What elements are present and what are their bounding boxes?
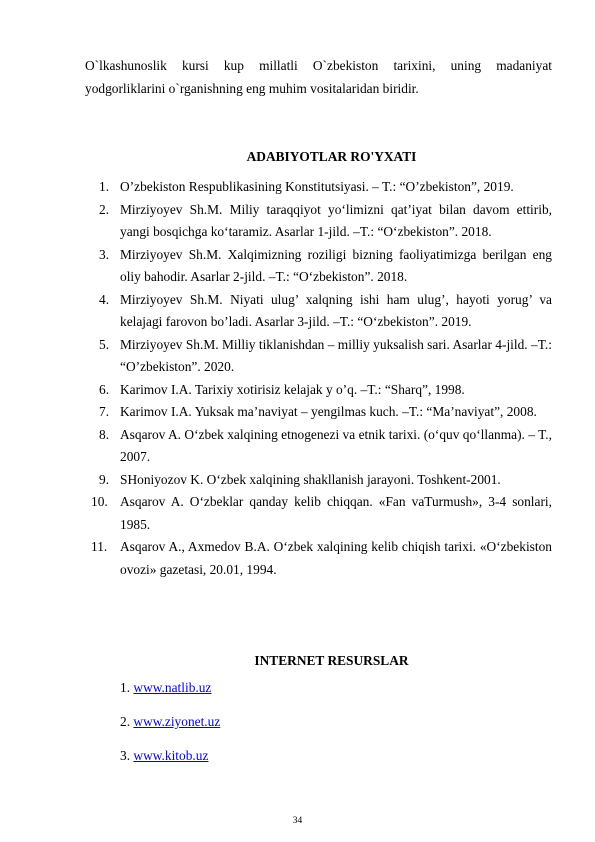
reference-item: 10. Asqarov A. O‘zbeklar qanday kelib chiqqan. «Fan vaTurmush», 3-4 sonlari, 1985. xyxy=(91,494,552,532)
reference-item: 9. SHoniyozov K. O‘zbek xalqining shakllanish jarayoni. Toshkent-2001. xyxy=(99,471,501,487)
reference-item: 5. Mirziyoyev Sh.M. Milliy tiklanishdan – milliy yuksalish sari. Asarlar 4-jild. –T.: “O’zbekiston”. 2020. xyxy=(99,336,552,374)
reference-item: 11. Asqarov A., Axmedov B.A. O‘zbek xalqining kelib chiqish tarixi. «O‘zbekiston ovozi» gazetasi, 20.01, 1994. xyxy=(91,539,552,577)
references-heading: ADABIYOTLAR RO'YXATI xyxy=(246,149,417,164)
reference-item: 7. Karimov I.A. Yuksak ma’naviyat – yengilmas kuch. –T.: “Ma’naviyat”, 2008. xyxy=(99,404,537,419)
reference-item: 3. Mirziyoyev Sh.M. Xalqimizning roziligi bizning faoliyatimizga berilgan eng oliy bahodir. Asarlar 2-jild. –T.: “O‘zbekiston”. 2018. xyxy=(99,246,552,284)
intro-paragraph xyxy=(85,55,552,100)
reference-item: 1. O’zbekiston Respublikasining Konstitutsiyasi. – T.: “O’zbekiston”, 2019. xyxy=(99,179,514,194)
link-natlib[interactable]: www.natlib.uz xyxy=(133,680,212,695)
link-ziyonet[interactable]: www.ziyonet.uz xyxy=(133,714,221,729)
references-list xyxy=(85,176,552,581)
internet-link-row xyxy=(120,714,220,730)
page-number: 34 xyxy=(292,816,303,826)
reference-item: 2. Mirziyoyev Sh.M. Miliy taraqqiyot yo‘limizni qat’iyat bilan davom ettirib, yangi bosqichga ko‘taramiz. Asarlar 1-jild. –T.: “O‘zbekiston”. 2018. xyxy=(99,201,552,239)
reference-item: 6. Karimov I.A. Tarixiy xotirisiz kelajak y o’q. –T.: “Sharq”, 1998. xyxy=(99,381,465,397)
internet-link-row xyxy=(120,748,208,764)
internet-link-row xyxy=(120,680,211,696)
link-number: 3. xyxy=(120,748,131,763)
internet-heading: INTERNET RESURSLAR xyxy=(254,653,409,668)
link-kitob[interactable]: www.kitob.uz xyxy=(133,748,209,763)
link-number: 1. xyxy=(120,680,131,695)
link-number: 2. xyxy=(120,714,131,729)
intro-line-1: O`lkashunoslik kursi kup millatli O`zbekiston tarixini, uning madaniyat xyxy=(85,58,552,73)
reference-item: 4. Mirziyoyev Sh.M. Niyati ulug’ xalqning ishi ham ulug’, hayoti yorug’ va kelajagi farovon bo’ladi. Asarlar 3-jild. –T.: “O‘zbekiston”. 2019. xyxy=(99,291,552,329)
reference-item: 8. Asqarov A. O‘zbek xalqining etnogenezi va etnik tarixi. (o‘quv qo‘llanma). – T., 2007. xyxy=(99,426,552,464)
intro-line-2: yodgorliklarini o`rganishning eng muhim vositalaridan biridir. xyxy=(85,80,419,96)
